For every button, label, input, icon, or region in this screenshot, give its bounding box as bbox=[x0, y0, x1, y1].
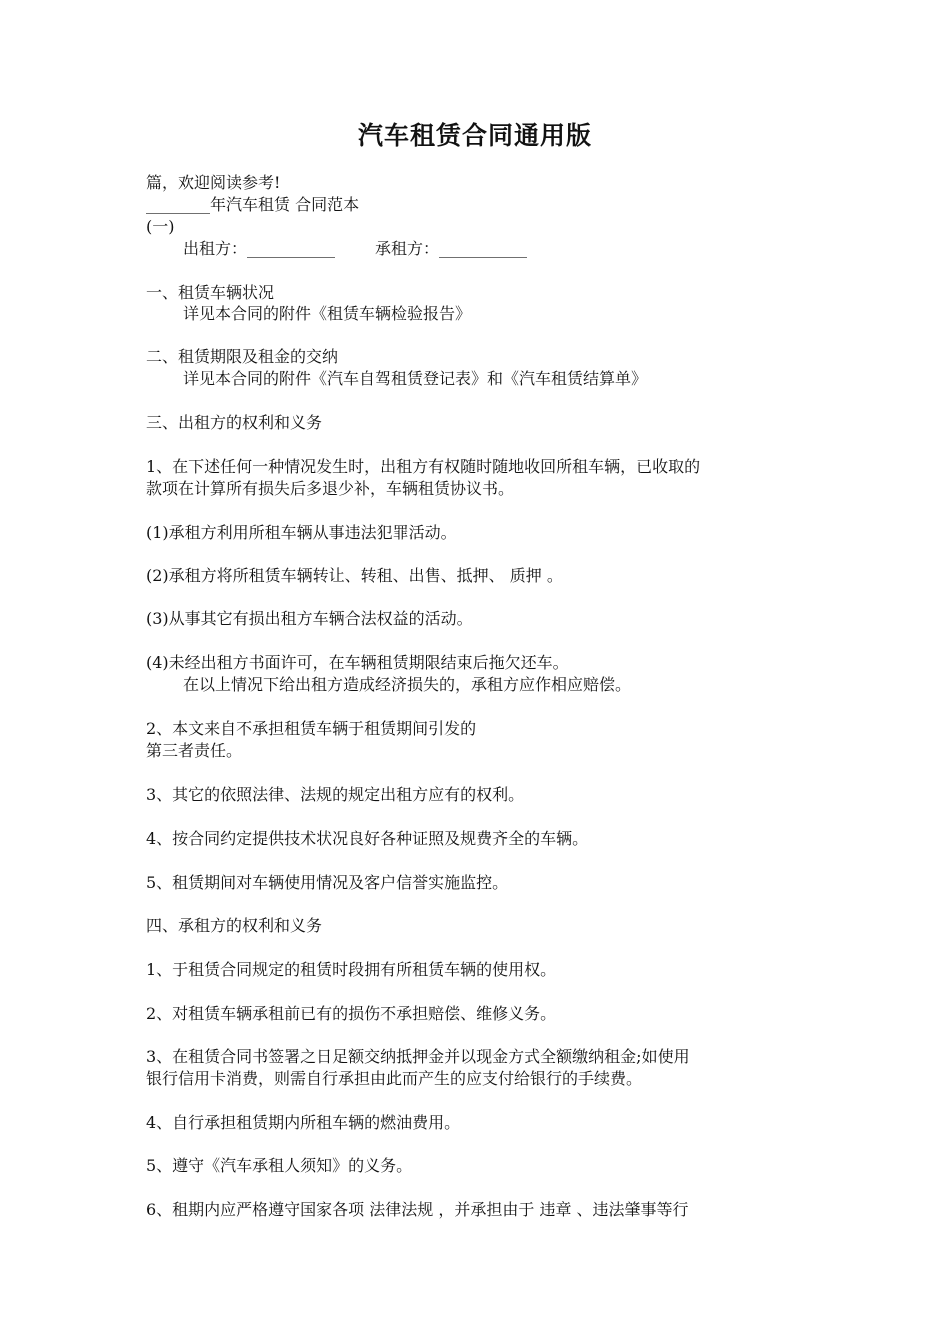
s3-clause-5: 5、租赁期间对车辆使用情况及客户信誉实施监控。 bbox=[146, 873, 509, 892]
section-2-body: 详见本合同的附件《汽车自驾租赁登记表》和《汽车租赁结算单》 bbox=[183, 369, 648, 388]
s4-clause-1: 1、于租赁合同规定的租赁时段拥有所租赁车辆的使用权。 bbox=[146, 960, 557, 979]
s3-item-1: (1)承租方利用所租车辆从事违法犯罪活动。 bbox=[146, 523, 457, 542]
s3-clause-1-line-2: 款项在计算所有损失后多退少补，车辆租赁协议书。 bbox=[146, 479, 515, 498]
section-2-heading: 二、租赁期限及租金的交纳 bbox=[146, 347, 339, 366]
s4-clause-3-line-2: 银行信用卡消费，则需自行承担由此而产生的应支付给银行的手续费。 bbox=[146, 1069, 643, 1088]
s4-clause-2: 2、对租赁车辆承租前已有的损伤不承担赔偿、维修义务。 bbox=[146, 1004, 557, 1023]
s3-clause-2-line-1: 2、本文来自不承担租赁车辆于租赁期间引发的 bbox=[146, 719, 477, 738]
s3-clause-1-line-1: 1、在下述任何一种情况发生时，出租方有权随时随地收回所租车辆，已收取的 bbox=[146, 457, 701, 476]
lessee-field: 承租方：___________ bbox=[375, 239, 528, 258]
section-1-body: 详见本合同的附件《租赁车辆检验报告》 bbox=[183, 304, 472, 323]
s3-clause-4: 4、按合同约定提供技术状况良好各种证照及规费齐全的车辆。 bbox=[146, 829, 589, 848]
s4-clause-4: 4、自行承担租赁期内所租车辆的燃油费用。 bbox=[146, 1113, 461, 1132]
subtitle-line: ________年汽车租赁 合同范本 bbox=[146, 195, 360, 214]
s3-item-4: (4)未经出租方书面许可，在车辆租赁期限结束后拖欠还车。 bbox=[146, 653, 569, 672]
lessor-field: 出租方：___________ bbox=[183, 239, 336, 258]
s4-clause-5: 5、遵守《汽车承租人须知》的义务。 bbox=[146, 1156, 413, 1175]
document-title: 汽车租赁合同通用版 bbox=[357, 121, 592, 150]
parties-line bbox=[183, 238, 527, 260]
section-3-heading: 三、出租方的权利和义务 bbox=[146, 413, 323, 432]
intro-line: 篇，欢迎阅读参考! bbox=[146, 173, 281, 192]
section-mark: (一) bbox=[146, 217, 175, 236]
s3-clause-3: 3、其它的依照法律、法规的规定出租方应有的权利。 bbox=[146, 785, 525, 804]
s4-clause-3-line-1: 3、在租赁合同书签署之日足额交纳抵押金并以现金方式全额缴纳租金;如使用 bbox=[146, 1047, 690, 1066]
s3-item-3: (3)从事其它有损出租方车辆合法权益的活动。 bbox=[146, 609, 473, 628]
s3-item-2: (2)承租方将所租赁车辆转让、转租、出售、抵押、 质押 。 bbox=[146, 566, 563, 585]
section-1-heading: 一、租赁车辆状况 bbox=[146, 283, 275, 302]
section-4-heading: 四、承租方的权利和义务 bbox=[146, 916, 323, 935]
s3-clause-2-line-2: 第三者责任。 bbox=[146, 741, 243, 760]
s4-clause-6: 6、租期内应严格遵守国家各项 法律法规 ，并承担由于 违章 、违法肇事等行 bbox=[146, 1200, 689, 1219]
s3-item-4-note: 在以上情况下给出租方造成经济损失的，承租方应作相应赔偿。 bbox=[183, 675, 632, 694]
